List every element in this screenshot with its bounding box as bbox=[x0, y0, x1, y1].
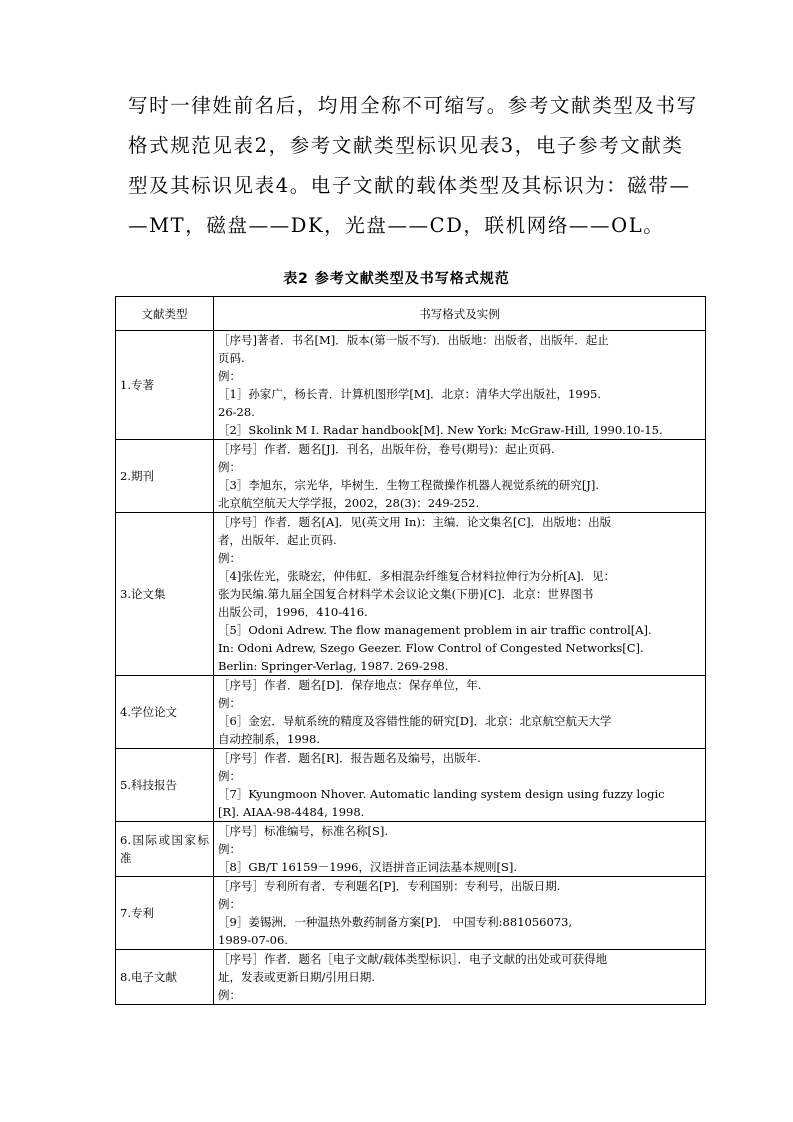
format-line: 例： bbox=[218, 551, 241, 565]
table-header-row bbox=[116, 297, 706, 331]
format-line: 例： bbox=[218, 696, 241, 710]
format-line: ［3］李旭东，宗光华，毕树生．生物工程微操作机器人视觉系统的研究[J]. bbox=[218, 478, 600, 492]
format-line: ［序号］标准编号，标准名称[S]. bbox=[218, 824, 389, 838]
body-paragraph bbox=[128, 86, 708, 246]
row-format-content bbox=[214, 877, 706, 950]
format-line: ［序号］作者．题名［电子文献/载体类型标识］．电子文献的出处或可获得地 bbox=[218, 952, 608, 966]
row-format-content bbox=[214, 676, 706, 749]
format-line: ［2］Skolink M I. Radar handbook[M]. New York: McGraw-Hill, 1990.10-15. bbox=[218, 423, 663, 437]
row-type: 1.专著 bbox=[116, 331, 214, 440]
table-row bbox=[116, 331, 706, 440]
format-line: ［序号]著者．书名[M]．版本(第一版不写)．出版地：出版者，出版年．起止 bbox=[218, 333, 609, 347]
format-line: 例： bbox=[218, 842, 241, 856]
row-type: 7.专利 bbox=[116, 877, 214, 950]
format-line: 北京航空航天大学学报，2002，28(3)：249-252. bbox=[218, 496, 480, 510]
paragraph-line: —MT，磁盘——DK，光盘——CD，联机网络——OL。 bbox=[128, 214, 665, 237]
format-line: ［序号］作者．题名[R]．报告题名及编号，出版年. bbox=[218, 751, 481, 765]
format-line: 例： bbox=[218, 769, 241, 783]
format-line: ［4]张佐光，张晓宏，仲伟虹．多相混杂纤维复合材料拉伸行为分析[A]．见： bbox=[218, 569, 616, 583]
format-line: 页码. bbox=[218, 351, 245, 365]
format-line: 例： bbox=[218, 897, 241, 911]
format-line: 例： bbox=[218, 460, 241, 474]
table-body bbox=[116, 331, 706, 1005]
table-caption: 表2 参考文献类型及书写格式规范 bbox=[283, 271, 510, 287]
format-line: 自动控制系，1998. bbox=[218, 732, 320, 746]
format-line: ［7］Kyungmoon Nhover. Automatic landing system design using fuzzy logic bbox=[218, 787, 665, 801]
format-line: In: Odoni Adrew, Szego Geezer. Flow Control of Congested Networks[C]. bbox=[218, 641, 644, 655]
row-format-content bbox=[214, 331, 706, 440]
format-line: ［序号］作者．题名[J]．刊名，出版年份，卷号(期号)：起止页码. bbox=[218, 442, 555, 456]
format-line: ［5］Odoni Adrew. The flow management problem in air traffic control[A]. bbox=[218, 623, 652, 637]
row-format-content bbox=[214, 513, 706, 676]
format-line: [R]. AIAA-98-4484, 1998. bbox=[218, 805, 365, 819]
format-line: Berlin: Springer-Verlag, 1987. 269-298. bbox=[218, 659, 449, 673]
format-line: ［9］姜锡洲．一种温热外敷药制备方案[P]． 中国专利:881056073, bbox=[218, 915, 573, 929]
reference-format-table bbox=[115, 296, 706, 1005]
format-line: 例： bbox=[218, 369, 241, 383]
row-type: 8.电子文献 bbox=[116, 950, 214, 1005]
row-format-content bbox=[214, 749, 706, 822]
format-line: 出版公司，1996．410-416. bbox=[218, 605, 368, 619]
table-row bbox=[116, 877, 706, 950]
table-row bbox=[116, 749, 706, 822]
format-line: ［6］金宏．导航系统的精度及容错性能的研究[D]．北京：北京航空航天大学 bbox=[218, 714, 612, 728]
row-format-content bbox=[214, 440, 706, 513]
table-row bbox=[116, 676, 706, 749]
header-type: 文献类型 bbox=[116, 297, 214, 331]
paragraph-line: 写时一律姓前名后，均用全称不可缩写。参考文献类型及书写 bbox=[128, 94, 698, 117]
table-row bbox=[116, 822, 706, 877]
row-type: 4.学位论文 bbox=[116, 676, 214, 749]
format-line: 26-28. bbox=[218, 405, 255, 419]
row-type: 2.期刊 bbox=[116, 440, 214, 513]
format-line: ［序号］作者．题名[D]．保存地点：保存单位，年. bbox=[218, 678, 482, 692]
format-line: ［序号］专利所有者．专利题名[P]．专利国别：专利号，出版日期. bbox=[218, 879, 561, 893]
table-row bbox=[116, 440, 706, 513]
row-type: 3.论文集 bbox=[116, 513, 214, 676]
row-type: 6.国际或国家标准 bbox=[116, 822, 214, 877]
row-format-content bbox=[214, 950, 706, 1005]
format-line: 者，出版年．起止页码. bbox=[218, 533, 337, 547]
format-line: ［序号］作者．题名[A]．见(英文用 In)：主编．论文集名[C]．出版地：出版 bbox=[218, 515, 612, 529]
format-line: 例： bbox=[218, 988, 241, 1002]
format-line: 张为民编.第九届全国复合材料学术会议论文集(下册)[C]．北京：世界图书 bbox=[218, 587, 594, 601]
format-line: 1989-07-06. bbox=[218, 933, 288, 947]
format-line: ［1］孙家广，杨长青．计算机图形学[M]．北京：清华大学出版社，1995. bbox=[218, 387, 601, 401]
header-format: 书写格式及实例 bbox=[214, 297, 706, 331]
format-line: 址，发表或更新日期/引用日期. bbox=[218, 970, 376, 984]
paragraph-line: 格式规范见表2，参考文献类型标识见表3，电子参考文献类 bbox=[128, 134, 684, 157]
table-row bbox=[116, 950, 706, 1005]
format-line: ［8］GB/T 16159－1996，汉语拼音正词法基本规则[S]. bbox=[218, 860, 518, 874]
row-type: 5.科技报告 bbox=[116, 749, 214, 822]
paragraph-line: 型及其标识见表4。电子文献的载体类型及其标识为：磁带— bbox=[128, 174, 691, 197]
row-format-content bbox=[214, 822, 706, 877]
table-row bbox=[116, 513, 706, 676]
